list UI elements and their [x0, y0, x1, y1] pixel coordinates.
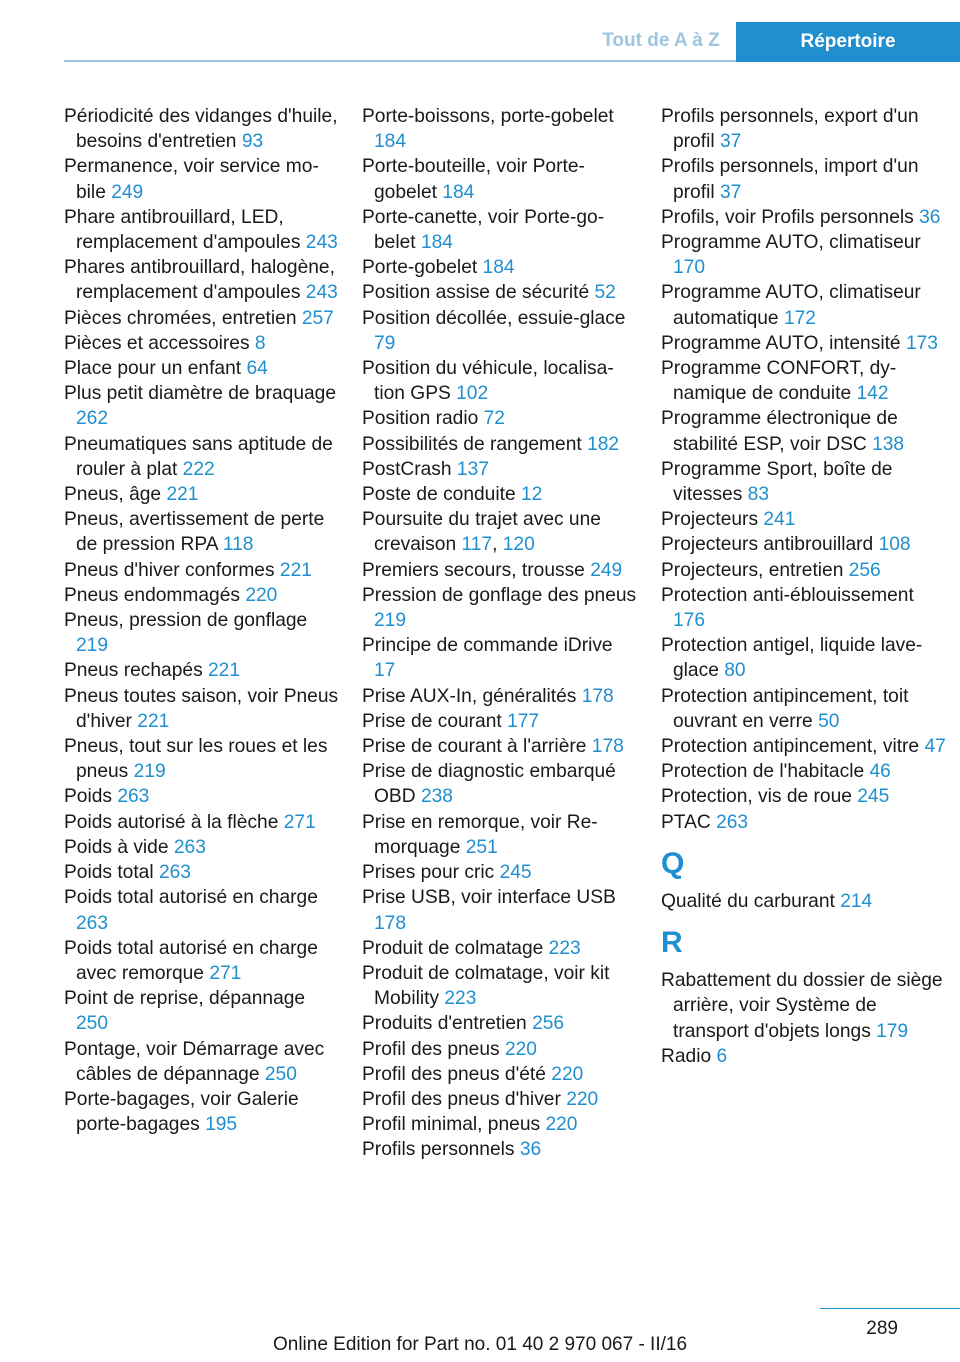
- page-link[interactable]: 214: [840, 890, 873, 912]
- index-entry: [64, 558, 339, 583]
- page-link[interactable]: 102: [456, 383, 489, 405]
- entry-term: Prise USB, voir interface USB: [362, 887, 616, 909]
- entry-term: Poids autorisé à la flèche: [64, 811, 279, 833]
- entry-term: Projecteurs, entretien: [661, 559, 844, 581]
- page-link[interactable]: 178: [581, 685, 614, 707]
- index-entry: [661, 457, 951, 507]
- entry-term: Profils personnels, import d'un profil: [661, 156, 919, 203]
- page-link[interactable]: 263: [173, 836, 206, 858]
- index-entry: [661, 356, 951, 406]
- index-entry: [661, 532, 951, 557]
- entry-term: Programme CONFORT, dynamique de conduite: [661, 358, 897, 405]
- index-entry: [661, 889, 951, 914]
- index-entry: [362, 154, 637, 204]
- page-link[interactable]: 64: [246, 358, 268, 380]
- page-link[interactable]: 8: [254, 332, 266, 354]
- entry-term: Prise AUX-In, généralités: [362, 685, 577, 707]
- entry-term: Porte-canette, voir Porte-gobelet: [362, 206, 605, 254]
- index-entry: [64, 810, 339, 835]
- entry-term: Prise de courant: [362, 710, 502, 732]
- index-entry: [661, 406, 951, 456]
- entry-term: Profils personnels: [362, 1139, 515, 1161]
- page-link[interactable]: 256: [848, 559, 881, 581]
- index-entry: [362, 860, 637, 885]
- page-link[interactable]: 12: [520, 484, 543, 506]
- entry-term: Pièces chromées, entretien: [64, 307, 297, 329]
- index-entry: [661, 734, 951, 759]
- index-entry: Poursuite du trajet avec une crevaison 117, 120: [362, 509, 601, 556]
- index-entry: [661, 583, 951, 633]
- page-link[interactable]: 262: [76, 408, 109, 430]
- index-entry: [64, 684, 339, 734]
- index-entry: [661, 784, 951, 809]
- index-entry: [362, 810, 637, 860]
- entry-term: Poids: [64, 786, 112, 808]
- page-link[interactable]: 37: [719, 131, 742, 153]
- entry-term: Pneus, avertissement de perte de pression RPA: [64, 509, 325, 556]
- page-link[interactable]: 118: [222, 534, 254, 556]
- index-entry: [64, 835, 339, 860]
- page-link[interactable]: 243: [305, 282, 338, 304]
- page-link[interactable]: 184: [374, 131, 407, 153]
- page-link[interactable]: 249: [590, 559, 623, 581]
- index-entry: [64, 784, 339, 809]
- index-entry: [362, 633, 637, 683]
- index-entry: [362, 583, 637, 633]
- page-link[interactable]: 17: [374, 660, 396, 682]
- entry-term: Phares antibrouillard, halogène, remplacement d'ampoules: [64, 257, 335, 304]
- page-link[interactable]: 177: [507, 710, 540, 732]
- index-entry: [64, 860, 339, 885]
- index-entry: [64, 583, 339, 608]
- entry-term: Position radio: [362, 408, 479, 430]
- index-entry: [362, 1137, 637, 1162]
- index-entry: [64, 1087, 339, 1137]
- index-entry: [362, 961, 637, 1011]
- index-entry: [661, 968, 951, 1044]
- entry-term: Pneus, pression de gonflage: [64, 610, 308, 632]
- section-tab[interactable]: Tout de A à Z: [602, 30, 720, 51]
- page-link[interactable]: 251: [465, 836, 498, 858]
- index-entry: [64, 104, 339, 154]
- entry-term: Protection antipincement, vitre: [661, 736, 920, 758]
- page-link[interactable]: 52: [594, 282, 616, 304]
- page-link[interactable]: 93: [241, 131, 264, 153]
- index-entry: [362, 432, 637, 457]
- index-entry: [64, 986, 339, 1036]
- page-link[interactable]: 184: [420, 232, 453, 254]
- index-entry: [661, 810, 951, 835]
- index-entry: [661, 558, 951, 583]
- entry-term: Pression de gonflage des pneus: [362, 584, 637, 606]
- index-entry: [362, 558, 637, 583]
- page-link[interactable]: 241: [763, 509, 796, 531]
- entry-term: Prise de courant à l'arrière: [362, 736, 587, 758]
- page-link[interactable]: 182: [587, 433, 620, 455]
- entry-term: Pneumatiques sans aptitude de rouler à plat: [64, 433, 333, 480]
- index-column-1: [64, 104, 339, 1137]
- entry-term: Protection, vis de roue: [661, 786, 852, 808]
- index-entry: [64, 306, 339, 331]
- entry-term: Protection antipincement, toit ouvrant en verre: [661, 685, 909, 732]
- index-entry: [362, 306, 637, 356]
- index-entry: [64, 885, 339, 935]
- index-entry: [661, 331, 951, 356]
- entry-term: Pneus endommagés: [64, 584, 240, 606]
- page-link[interactable]: 223: [548, 937, 581, 959]
- index-entry: [661, 1044, 951, 1069]
- entry-term: Programme AUTO, intensité: [661, 332, 901, 354]
- index-entry: [362, 1037, 637, 1062]
- index-entry: [362, 104, 637, 154]
- index-letter: R: [661, 926, 683, 960]
- entry-term: Programme AUTO, climatiseur automatique: [661, 282, 921, 329]
- page-link[interactable]: 223: [444, 988, 477, 1010]
- index-entry: [64, 381, 339, 431]
- entry-term: Poids total autorisé en charge avec remorque: [64, 937, 318, 984]
- page-link[interactable]: 37: [719, 181, 742, 203]
- page-link[interactable]: 245: [499, 862, 532, 884]
- index-entry: [64, 734, 339, 784]
- entry-term: Profil minimal, pneus: [362, 1114, 541, 1136]
- chapter-tab[interactable]: Répertoire: [736, 22, 960, 62]
- index-entry: [362, 709, 637, 734]
- entry-term: Poids total autorisé en charge: [64, 887, 318, 909]
- index-column-3: [661, 104, 951, 1069]
- index-entry: [362, 406, 637, 431]
- index-entry: [362, 759, 637, 809]
- entry-term: Projecteurs antibrouillard: [661, 534, 874, 556]
- page-link[interactable]: 184: [442, 181, 475, 203]
- page-link[interactable]: 117: [461, 534, 493, 556]
- edition-note: Online Edition for Part no. 01 40 2 970 067 - II/16: [272, 1334, 688, 1355]
- entry-term: Protection anti-éblouissement: [661, 584, 914, 606]
- index-entry: [661, 154, 951, 204]
- index-entry: [362, 1011, 637, 1036]
- entry-term: Pneus toutes saison, voir Pneus d'hiver: [64, 685, 339, 732]
- footer-rule: [820, 1308, 960, 1309]
- index-entry: [362, 936, 637, 961]
- page-link[interactable]: 256: [532, 1013, 565, 1035]
- entry-term: Pontage, voir Démarrage avec câbles de dépannage: [64, 1038, 325, 1085]
- page-link[interactable]: 220: [245, 584, 278, 606]
- entry-term: Prise en remorque, voir Remorquage: [362, 811, 598, 858]
- entry-term: Pièces et accessoires: [64, 332, 250, 354]
- index-entry: [362, 734, 637, 759]
- page-link[interactable]: 238: [420, 786, 453, 808]
- index-entry: [661, 205, 951, 230]
- entry-term: Profils personnels, export d'un profil: [661, 106, 919, 153]
- entry-term: Profil des pneus d'hiver: [362, 1088, 561, 1110]
- entry-term: Projecteurs: [661, 509, 759, 531]
- entry-term: Pneus d'hiver conformes: [64, 559, 275, 581]
- index-letter: Q: [661, 846, 685, 880]
- entry-term: Permanence, voir service mobile: [64, 156, 319, 203]
- entry-term: Poids à vide: [64, 836, 169, 858]
- page-link[interactable]: 138: [872, 433, 905, 455]
- entry-term: Produits d'entretien: [362, 1013, 527, 1035]
- entry-term: Rabattement du dossier de siège arrière, voir Système de transport d'objets longs: [661, 970, 943, 1042]
- index-entry: [661, 104, 951, 154]
- entry-term: Position décollée, essuie-glace: [362, 307, 626, 329]
- index-entry: [362, 255, 637, 280]
- index-entry: [362, 885, 637, 935]
- page-link[interactable]: 221: [279, 559, 312, 581]
- entry-term: Poursuite du trajet avec une crevaison: [362, 509, 601, 556]
- page-link[interactable]: 263: [76, 912, 109, 934]
- page-link[interactable]: 36: [919, 206, 941, 228]
- page-link[interactable]: 220: [551, 1063, 584, 1085]
- page-link[interactable]: 221: [208, 660, 241, 682]
- page-link[interactable]: 83: [747, 484, 769, 506]
- page-link[interactable]: 243: [305, 232, 338, 254]
- entry-term: Plus petit diamètre de braquage: [64, 383, 336, 405]
- entry-term: Porte-boissons, porte-gobelet: [362, 106, 614, 127]
- page-link[interactable]: 36: [519, 1139, 542, 1161]
- index-entry: [661, 507, 951, 532]
- entry-term: Position assise de sécurité: [362, 282, 590, 304]
- page-link[interactable]: 179: [876, 1020, 909, 1042]
- page-link[interactable]: 79: [374, 332, 396, 354]
- index-entry: [362, 205, 637, 255]
- page-number: 289: [866, 1318, 898, 1339]
- page-link[interactable]: 250: [264, 1063, 297, 1085]
- entry-term: Principe de commande iDrive: [362, 635, 613, 657]
- page-link[interactable]: 178: [591, 736, 624, 758]
- page-link[interactable]: 178: [374, 912, 407, 934]
- entry-term: Pneus rechapés: [64, 660, 203, 682]
- entry-term: Périodicité des vidanges d'huile, besoins d'entretien: [64, 106, 338, 153]
- page-link[interactable]: 263: [158, 862, 191, 884]
- index-entry: [661, 633, 951, 683]
- index-entry: [64, 658, 339, 683]
- entry-term: Pneus, tout sur les roues et les pneus: [64, 736, 328, 783]
- page-link[interactable]: 219: [374, 610, 407, 632]
- page-link[interactable]: 170: [673, 257, 706, 279]
- page-link[interactable]: 249: [111, 181, 144, 203]
- page-link[interactable]: 263: [117, 786, 150, 808]
- page-link[interactable]: 137: [456, 458, 489, 480]
- entry-term: Phare antibrouillard, LED, remplacement d'ampoules: [64, 206, 301, 254]
- entry-term: Poids total: [64, 862, 154, 884]
- index-entry: [362, 1062, 637, 1087]
- entry-term: Programme Sport, boîte de vitesses: [661, 458, 893, 506]
- page-link[interactable]: 220: [504, 1038, 537, 1060]
- index-entry: [661, 280, 951, 330]
- entry-term: PTAC: [661, 811, 711, 833]
- page-link[interactable]: 142: [856, 383, 889, 405]
- page-link[interactable]: 6: [716, 1045, 728, 1067]
- entry-term: Porte-bagages, voir Galerie porte-bagages: [64, 1088, 299, 1136]
- page-link[interactable]: 172: [783, 307, 816, 329]
- index-column-2: [362, 104, 637, 1163]
- entry-term: Programme électronique de stabilité ESP, voir DSC: [661, 408, 898, 455]
- entry-term: Profils, voir Profils personnels: [661, 206, 914, 228]
- page-link[interactable]: 184: [482, 257, 515, 279]
- entry-term: Programme AUTO, climatiseur: [661, 232, 921, 254]
- entry-term: Position du véhicule, localisation GPS: [362, 358, 614, 405]
- index-entry: [64, 482, 339, 507]
- page-link[interactable]: 72: [483, 408, 505, 430]
- index-entry: [64, 608, 339, 658]
- page-link[interactable]: 195: [205, 1114, 238, 1136]
- index-entry: [661, 230, 951, 280]
- index-entry: [64, 154, 339, 204]
- index-entry: [661, 759, 951, 784]
- page-link[interactable]: 80: [724, 660, 746, 682]
- page-link[interactable]: 220: [545, 1114, 578, 1136]
- page-link[interactable]: 219: [76, 635, 109, 657]
- page-link[interactable]: 221: [166, 484, 199, 506]
- entry-term: Protection de l'habitacle: [661, 761, 865, 783]
- page-link[interactable]: 271: [283, 811, 316, 833]
- entry-term: Profil des pneus: [362, 1038, 500, 1060]
- entry-term: Produit de colmatage, voir kit Mobility: [362, 962, 610, 1010]
- entry-term: Premiers secours, trousse: [362, 559, 585, 581]
- entry-term: Produit de colmatage: [362, 937, 544, 959]
- page-link[interactable]: 250: [76, 1013, 109, 1035]
- entry-term: Poste de conduite: [362, 484, 516, 506]
- index-entry: [64, 1037, 339, 1087]
- page-link[interactable]: 219: [133, 761, 166, 783]
- page-link[interactable]: 245: [857, 786, 890, 808]
- index-entry: [362, 1087, 637, 1112]
- page-link[interactable]: 47: [924, 736, 946, 758]
- index-entry: [362, 482, 637, 507]
- entry-term: Possibilités de rangement: [362, 433, 582, 455]
- index-entry: [64, 936, 339, 986]
- entry-term: Place pour un enfant: [64, 358, 242, 380]
- entry-term: Pneus, âge: [64, 484, 162, 506]
- page-link[interactable]: 257: [301, 307, 334, 329]
- page-link[interactable]: 50: [818, 710, 840, 732]
- entry-term: Radio: [661, 1045, 712, 1067]
- index-entry: [64, 255, 339, 305]
- index-entry: [661, 684, 951, 734]
- entry-term: Prise de diagnostic embarqué OBD: [362, 761, 616, 808]
- entry-term: Qualité du carburant: [661, 890, 835, 912]
- index-entry: [362, 684, 637, 709]
- index-entry: [64, 507, 339, 557]
- entry-term: Point de reprise, dépannage: [64, 988, 306, 1010]
- index-entry: [362, 280, 637, 305]
- entry-term: Profil des pneus d'été: [362, 1063, 546, 1085]
- entry-term: Porte-bouteille, voir Porte-gobelet: [362, 156, 585, 203]
- index-entry: [64, 205, 339, 255]
- entry-term: Protection antigel, liquide lave-glace: [661, 635, 923, 682]
- page-link[interactable]: 108: [878, 534, 911, 556]
- page-link[interactable]: 173: [905, 332, 938, 354]
- entry-term: Porte-gobelet: [362, 257, 478, 279]
- index-entry: [64, 432, 339, 482]
- page-link[interactable]: 222: [182, 458, 215, 480]
- page-link[interactable]: 220: [566, 1088, 599, 1110]
- index-entry: [362, 356, 637, 406]
- page-link[interactable]: 271: [209, 962, 242, 984]
- index-entry: [64, 356, 339, 381]
- index-entry: [362, 1112, 637, 1137]
- page-link[interactable]: 263: [716, 811, 749, 833]
- index-entry: [64, 331, 339, 356]
- entry-term: PostCrash: [362, 458, 452, 480]
- page-link[interactable]: 221: [137, 710, 170, 732]
- index-entry: [362, 457, 637, 482]
- page-link[interactable]: 120: [502, 534, 535, 556]
- entry-term: Prises pour cric: [362, 862, 495, 884]
- page-link[interactable]: 46: [869, 761, 891, 783]
- page-link[interactable]: 176: [673, 610, 706, 632]
